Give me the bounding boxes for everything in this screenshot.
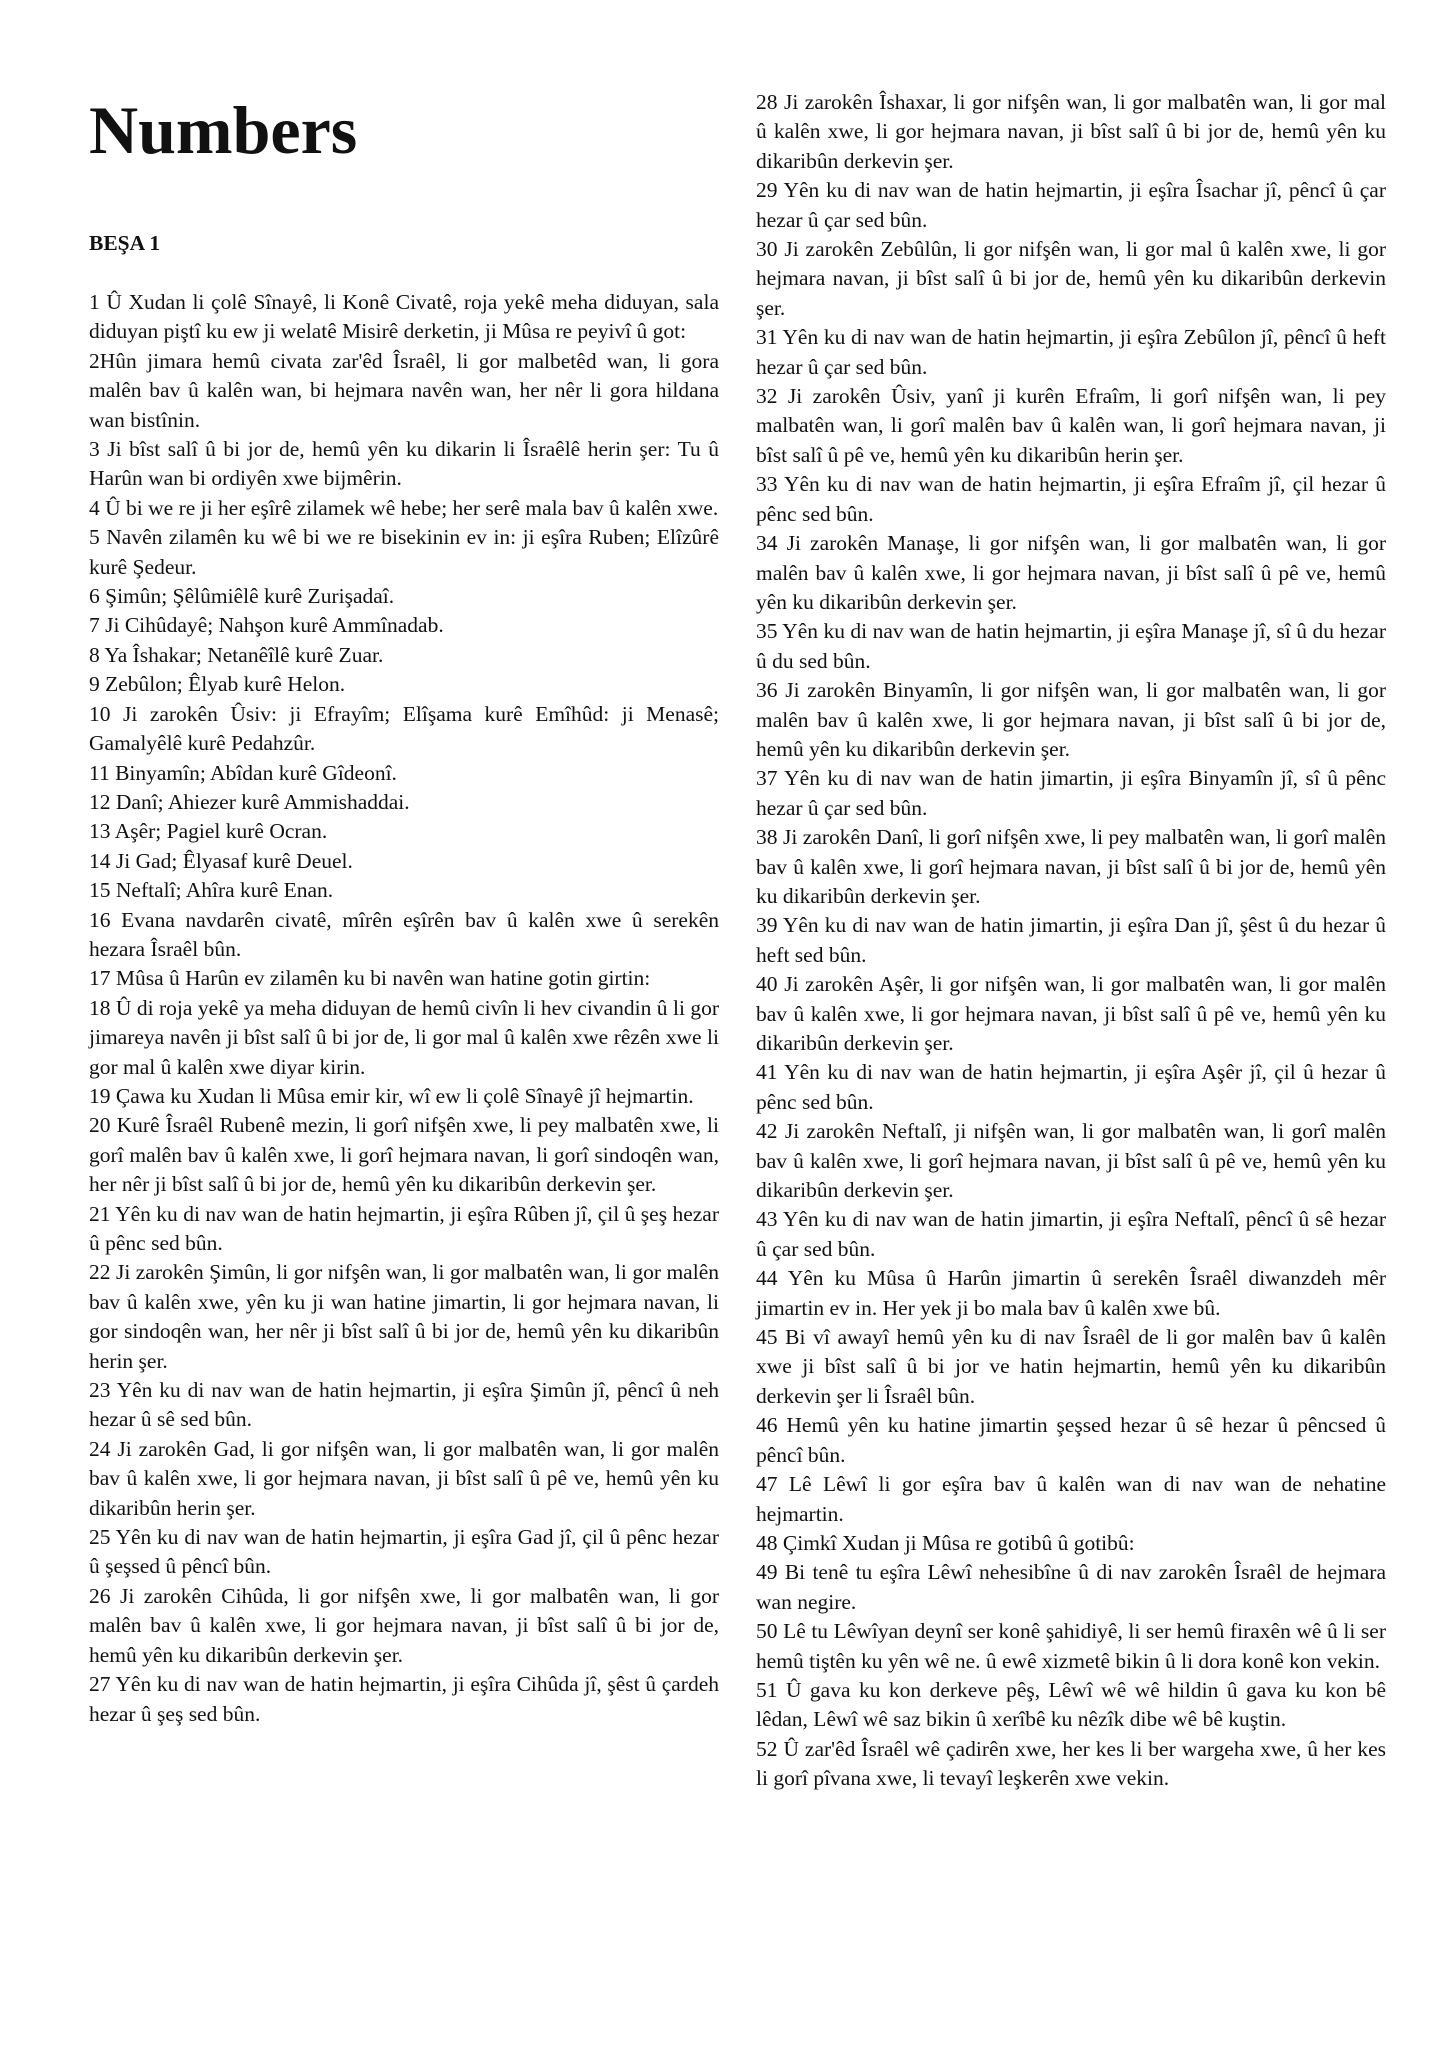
- verse-paragraph: 1 Û Xudan li çolê Sînayê, li Konê Civatê, roja yekê meha diduyan, sala diduyan piştî ku ew ji welatê Misirê derketin, ji Mûsa re peyivî û got:: [89, 290, 719, 344]
- verse-paragraph: 35 Yên ku di nav wan de hatin hejmartin, ji eşîra Manaşe jî, sî û du hezar û du sed bûn.: [756, 619, 1386, 673]
- verse-paragraph: 17 Mûsa û Harûn ev zilamên ku bi navên wan hatine gotin girtin:: [89, 966, 651, 991]
- verse-paragraph: 8 Ya Îshakar; Netanêîlê kurê Zuar.: [89, 642, 384, 667]
- verse-paragraph: 42 Ji zarokên Neftalî, ji nifşên wan, li gor malbatên wan, li gorî malên bav û kalên xwe, li gorî hejmara navan, ji bîst salî û pê ve, hemû yên ku dikaribûn derkevin şer.: [756, 1119, 1386, 1203]
- verse-paragraph: 11 Binyamîn; Abîdan kurê Gîdeonî.: [89, 760, 397, 785]
- verse-paragraph: 2Hûn jimara hemû civata zar'êd Îsraêl, li gor malbetêd wan, li gora malên bav û kalên wan, bi hejmara navên wan, her nêr li gora hildana wan bistînin.: [89, 348, 719, 432]
- verse-paragraph: 47 Lê Lêwî li gor eşîra bav û kalên wan di nav wan de nehatine hejmartin.: [756, 1472, 1386, 1526]
- verse-paragraph: 7 Ji Cihûdayê; Nahşon kurê Ammînadab.: [89, 613, 444, 638]
- verse-paragraph: 6 Şimûn; Şêlûmiêlê kurê Zurişadaî.: [89, 584, 395, 609]
- verse-paragraph: 9 Zebûlon; Êlyab kurê Helon.: [89, 672, 346, 697]
- verse-paragraph: 50 Lê tu Lêwîyan deynî ser konê şahidiyê, li ser hemû firaxên wê û li ser hemû tiştên ku yên wê ne. û ewê xizmetê bikin û li dora konê kon vekin.: [756, 1619, 1386, 1673]
- verse-paragraph: 19 Çawa ku Xudan li Mûsa emir kir, wî ew li çolê Sînayê jî hejmartin.: [89, 1083, 694, 1108]
- verse-paragraph: 51 Û gava ku kon derkeve pêş, Lêwî wê wê hildin û gava ku kon bê lêdan, Lêwî wê saz bikin û xerîbê ku nêzîk dibe wê bê kuştin.: [756, 1677, 1386, 1732]
- verse-paragraph: 46 Hemû yên ku hatine jimartin şeşsed hezar û sê hezar û pêncsed û pêncî bûn.: [756, 1413, 1386, 1467]
- verse-paragraph: 40 Ji zarokên Aşêr, li gor nifşên wan, li gor malbatên wan, li gor malên bav û kalên xwe, li gor hejmara navan, ji bîst salî û pê ve, hemû yên ku dikaribûn derkevin şer.: [756, 972, 1386, 1055]
- verse-paragraph: 21 Yên ku di nav wan de hatin hejmartin, ji eşîra Rûben jî, çil û şeş hezar û pênc sed bûn.: [89, 1201, 719, 1255]
- verse-paragraph: 20 Kurê Îsraêl Rubenê mezin, li gorî nifşên xwe, li pey malbatên xwe, li gorî malên bav û kalên xwe, li gorî hejmara navan, li gorî sindoqên wan, her nêr ji bîst salî û bi jor de, hemû yên ku dikaribûn derkevin şer.: [89, 1113, 719, 1197]
- verse-paragraph: 16 Evana navdarên civatê, mîrên eşîrên bav û kalên xwe û serekên hezara Îsraêl bûn.: [89, 907, 719, 961]
- verse-paragraph: 30 Ji zarokên Zebûlûn, li gor nifşên wan, li gor mal û kalên xwe, li gor hejmara navan, ji bîst salî û bi jor de, hemû yên ku dikaribûn derkevin şer.: [756, 237, 1386, 320]
- verse-paragraph: 25 Yên ku di nav wan de hatin hejmartin, ji eşîra Gad jî, çil û pênc hezar û şeşsed û pêncî bûn.: [89, 1525, 719, 1579]
- verse-paragraph: 26 Ji zarokên Cihûda, li gor nifşên xwe, li gor malbatên wan, li gor malên bav û kalên xwe, li gor hejmara navan, ji bîst salî û bi jor de, hemû yên ku dikaribûn derkevin şer.: [89, 1583, 719, 1667]
- verse-paragraph: 48 Çimkî Xudan ji Mûsa re gotibû û gotibû:: [756, 1530, 1135, 1555]
- verse-paragraph: 33 Yên ku di nav wan de hatin hejmartin, ji eşîra Efraîm jî, çil hezar û pênc sed bûn.: [756, 472, 1386, 526]
- verse-paragraph: 10 Ji zarokên Ûsiv: ji Efrayîm; Elîşama kurê Emîhûd: ji Menasê; Gamalyêlê kurê Pedahzûr.: [89, 701, 719, 756]
- verse-paragraph: 27 Yên ku di nav wan de hatin hejmartin, ji eşîra Cihûda jî, şêst û çardeh hezar û şeş sed bûn.: [89, 1672, 719, 1726]
- verse-paragraph: 44 Yên ku Mûsa û Harûn jimartin û serekên Îsraêl diwanzdeh mêr jimartin ev in. Her yek ji bo mala bav û kalên xwe bû.: [756, 1266, 1386, 1320]
- verse-paragraph: 52 Û zar'êd Îsraêl wê çadirên xwe, her kes li ber wargeha xwe, û her kes li gorî pîvana xwe, li tevayî leşkerên xwe vekin.: [756, 1736, 1386, 1791]
- verse-paragraph: 13 Aşêr; Pagiel kurê Ocran.: [89, 819, 328, 844]
- left-verse-list: [89, 288, 719, 1729]
- verse-paragraph: 49 Bi tenê tu eşîra Lêwî nehesibîne û di nav zarokên Îsraêl de hejmara wan negire.: [756, 1560, 1386, 1614]
- verse-paragraph: 28 Ji zarokên Îshaxar, li gor nifşên wan, li gor malbatên wan, li gor mal û kalên xwe, li gor hejmara navan, ji bîst salî û bi jor de, hemû yên ku dikaribûn derkevin şer.: [756, 90, 1386, 173]
- verse-paragraph: 41 Yên ku di nav wan de hatin hejmartin, ji eşîra Aşêr jî, çil û hezar û pênc sed bûn.: [756, 1060, 1386, 1114]
- verse-paragraph: 32 Ji zarokên Ûsiv, yanî ji kurên Efraîm, li gorî nifşên wan, li pey malbatên wan, li gorî malên bav û kalên wan, li gorî hejmara navan, ji bîst salî û pê ve, hemû yên ku dikaribûn herin şer.: [756, 384, 1386, 467]
- verse-paragraph: 23 Yên ku di nav wan de hatin hejmartin, ji eşîra Şimûn jî, pêncî û neh hezar û sê sed bûn.: [89, 1378, 719, 1432]
- verse-paragraph: 24 Ji zarokên Gad, li gor nifşên wan, li gor malbatên wan, li gor malên bav û kalên xwe, li gor hejmara navan, ji bîst salî û pê ve, hemû yên ku dikaribûn herin şer.: [89, 1436, 719, 1520]
- verse-paragraph: 39 Yên ku di nav wan de hatin jimartin, ji eşîra Dan jî, şêst û du hezar û heft sed bûn.: [756, 913, 1386, 967]
- verse-paragraph: 5 Navên zilamên ku wê bi we re bisekinin ev in: ji eşîra Ruben; Elîzûrê kurê Şedeur.: [89, 525, 719, 579]
- verse-paragraph: 3 Ji bîst salî û bi jor de, hemû yên ku dikarin li Îsraêlê herin şer: Tu û Harûn wan bi ordiyên xwe bijmêrin.: [89, 437, 719, 491]
- verse-paragraph: 14 Ji Gad; Êlyasaf kurê Deuel.: [89, 848, 353, 873]
- document-title: Numbers: [89, 92, 358, 168]
- chapter-heading: BEŞA 1: [89, 231, 161, 255]
- verse-paragraph: 36 Ji zarokên Binyamîn, li gor nifşên wan, li gor malbatên wan, li gor malên bav û kalên xwe, li gor hejmara navan, ji bîst salî û bi jor de, hemû yên ku dikaribûn derkevin şer.: [756, 678, 1386, 761]
- verse-paragraph: 38 Ji zarokên Danî, li gorî nifşên xwe, li pey malbatên wan, li gorî malên bav û kalên xwe, li gorî hejmara navan, ji bîst salî û bi jor de, hemû yên ku dikaribûn derkevin şer.: [756, 825, 1386, 908]
- verse-paragraph: 22 Ji zarokên Şimûn, li gor nifşên wan, li gor malbatên wan, li gor malên bav û kalên xwe, yên ku ji wan hatine jimartin, li gor hejmara navan, li gor sindoqên wan, her nêr ji bîst salî û bi jor de, hemû yên ku dikaribûn herin şer.: [89, 1260, 719, 1373]
- verse-paragraph: 4 Û bi we re ji her eşîrê zilamek wê hebe; her serê mala bav û kalên xwe.: [89, 495, 719, 520]
- verse-paragraph: 29 Yên ku di nav wan de hatin hejmartin, ji eşîra Îsachar jî, pêncî û çar hezar û çar sed bûn.: [756, 178, 1386, 232]
- verse-paragraph: 34 Ji zarokên Manaşe, li gor nifşên wan, li gor malbatên wan, li gor malên bav û kalên xwe, li gor hejmara navan, ji bîst salî û pê ve, hemû yên ku dikaribûn derkevin şer.: [756, 531, 1386, 614]
- verse-paragraph: 45 Bi vî awayî hemû yên ku di nav Îsraêl de li gor malên bav û kalên xwe ji bîst salî û bi jor ve hatin hejmartin, hemû yên ku dikaribûn derkevin şer li Îsraêl bûn.: [756, 1325, 1386, 1408]
- verse-paragraph: 37 Yên ku di nav wan de hatin jimartin, ji eşîra Binyamîn jî, sî û pênc hezar û çar sed bûn.: [756, 766, 1386, 820]
- right-column: [756, 88, 1386, 1794]
- verse-paragraph: 15 Neftalî; Ahîra kurê Enan.: [89, 878, 334, 903]
- verse-paragraph: 43 Yên ku di nav wan de hatin jimartin, ji eşîra Neftalî, pêncî û sê hezar û çar sed bûn.: [756, 1207, 1386, 1261]
- verse-paragraph: 18 Û di roja yekê ya meha diduyan de hemû civîn li hev civandin û li gor jimareya navên ji bîst salî û bi jor de, li gor mal û kalên xwe rêzên xwe li gor mal û kalên xwe diyar kirin.: [89, 995, 719, 1079]
- verse-paragraph: 31 Yên ku di nav wan de hatin hejmartin, ji eşîra Zebûlon jî, pêncî û heft hezar û çar sed bûn.: [756, 325, 1386, 379]
- verse-paragraph: 12 Danî; Ahiezer kurê Ammishaddai.: [89, 789, 410, 814]
